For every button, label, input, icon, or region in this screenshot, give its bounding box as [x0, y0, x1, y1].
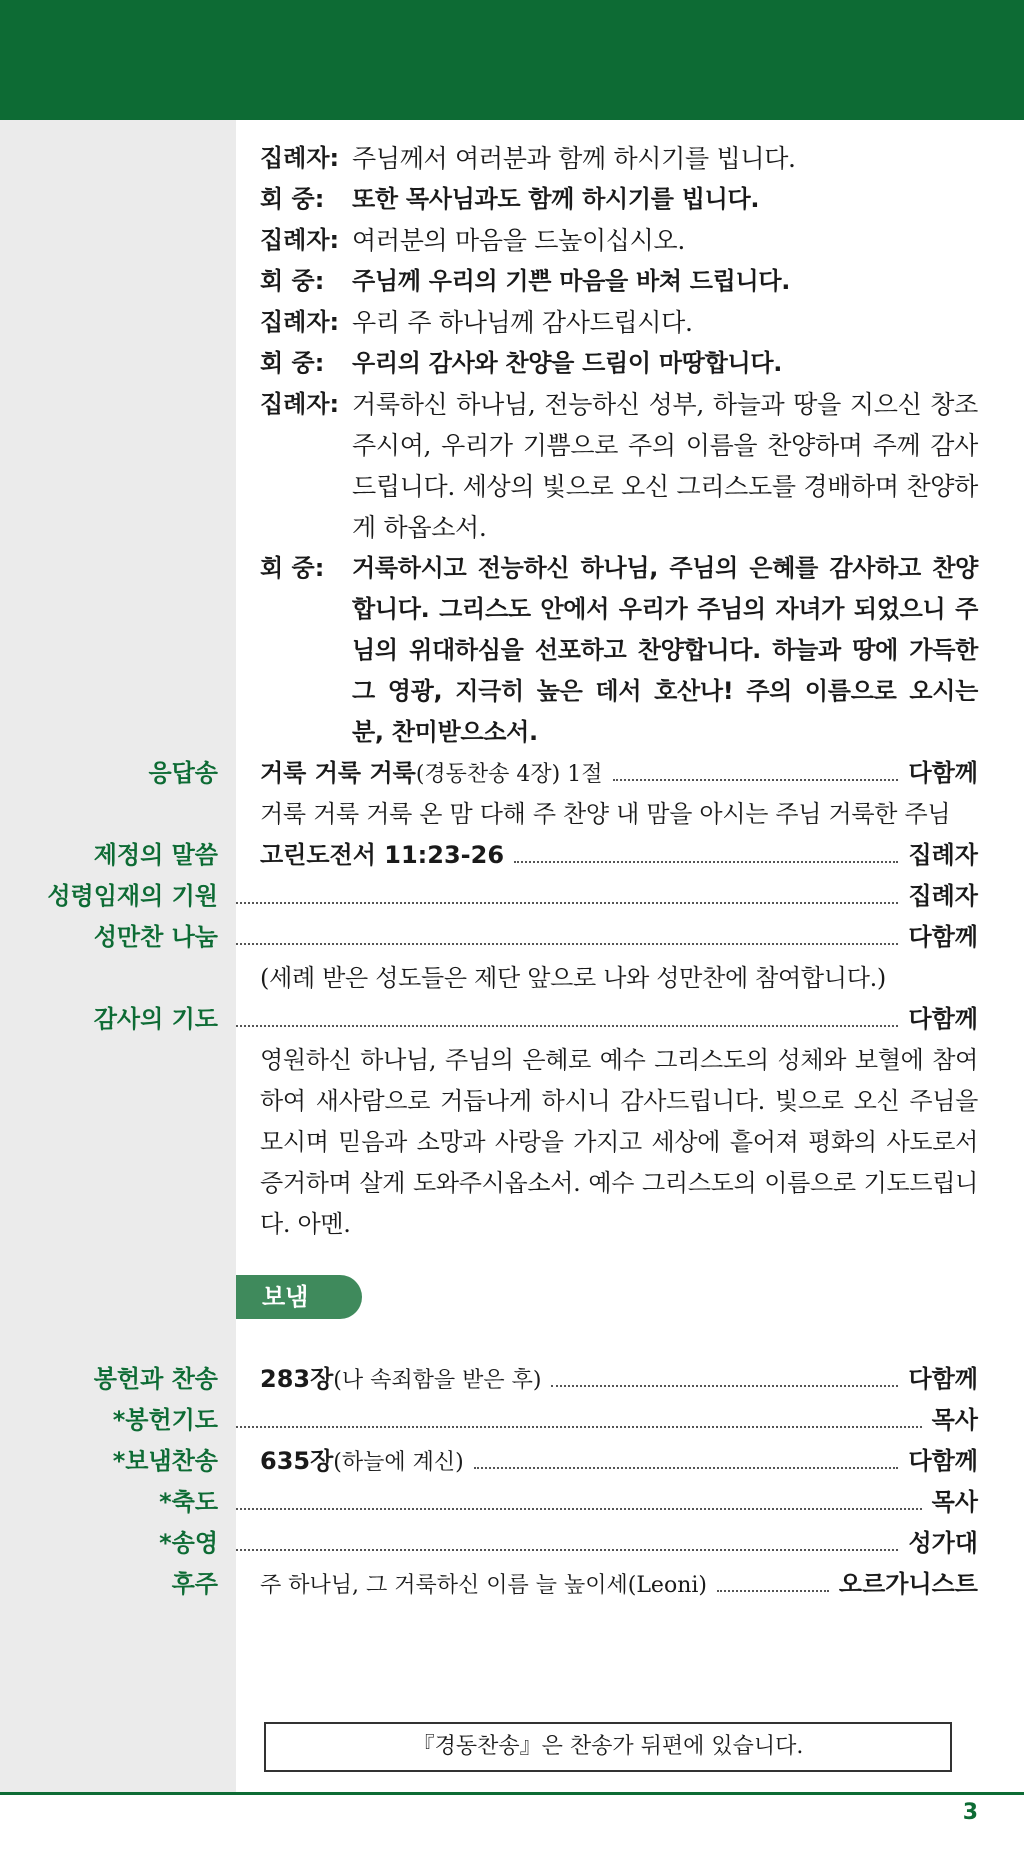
order-leader: 성가대 [908, 1529, 978, 1557]
dialogue-line [260, 302, 978, 343]
responsive-lyric: 거룩 거룩 거룩 온 맘 다해 주 찬양 내 맘을 아시는 주님 거룩한 주님 [260, 800, 951, 828]
dialogue-text: 거룩하신 하나님, 전능하신 성부, 하늘과 땅을 지으신 창조주시여, 우리가 기쁨으로 주의 이름을 찬양하며 주께 감사드립니다. 세상의 빛으로 오신 그리스도를 경배하며 찬양하게 하옵소서. [352, 390, 978, 542]
dialogue-speaker: 집례자: [260, 390, 340, 418]
order-row [159, 1482, 978, 1523]
communion-note: (세례 받은 성도들은 제단 앞으로 나와 성만찬에 참여합니다.) [260, 964, 886, 992]
order-label: 성령임재의 기원 [47, 882, 218, 910]
order-label: 제정의 말씀 [93, 841, 218, 869]
order-row [93, 917, 978, 958]
order-row [112, 1441, 978, 1482]
dialogue-line [260, 548, 978, 753]
leader-dots [236, 1426, 922, 1428]
order-title: 거룩 거룩 거룩 [260, 759, 416, 787]
order-label: *보냄찬송 [112, 1447, 218, 1475]
dialogue-text: 거룩하시고 전능하신 하나님, 주님의 은혜를 감사하고 찬양합니다. 그리스도 안에서 우리가 주님의 자녀가 되었으니 주님의 위대하심을 선포하고 찬양합니다. 하늘과 땅에 가득한 그 영광, 지극히 높은 데서 호산나! 주의 이름으로 오시는 분, 찬미받으소서. [352, 554, 978, 746]
thanks-prayer: 영원하신 하나님, 주님의 은혜로 예수 그리스도의 성체와 보혈에 참여하여 새사람으로 거듭나게 하시니 감사드립니다. 빛으로 오신 주님을 모시며 믿음과 소망과 사랑을 가지고 세상에 흩어져 평화의 사도로서 증거하며 살게 도와주시옵소서. 예수 그리스도의 이름으로 기도드립니다. 아멘. [260, 1046, 978, 1238]
order-row [93, 999, 978, 1040]
leader-dots [236, 1508, 922, 1510]
dialogue-text: 주님께서 여러분과 함께 하시기를 빕니다. [352, 144, 796, 173]
order-row [159, 1523, 978, 1564]
order-leader: 목사 [931, 1406, 978, 1434]
order-label: 후주 [171, 1570, 218, 1598]
dialogue-speaker: 집례자: [260, 144, 340, 172]
page-number: 3 [962, 1800, 978, 1825]
dialogue-text: 우리의 감사와 찬양을 드림이 마땅합니다. [352, 349, 783, 377]
dialogue-speaker: 회 중: [260, 349, 325, 377]
dialogue-speaker: 회 중: [260, 267, 325, 295]
header-band [0, 0, 1024, 120]
order-subtitle: (하늘에 계신) [333, 1450, 464, 1475]
order-leader: 다함께 [908, 923, 978, 951]
dialogue-speaker: 회 중: [260, 554, 325, 582]
section-spacer [260, 1319, 978, 1359]
order-label: 봉헌과 찬송 [93, 1365, 218, 1393]
order-label: *봉헌기도 [112, 1406, 218, 1434]
dialogue-line [260, 138, 978, 179]
liturgy-dialogue [260, 138, 978, 753]
order-row [93, 1359, 978, 1400]
order-row [93, 835, 978, 876]
leader-dots [236, 902, 898, 904]
order-of-service-3 [93, 999, 978, 1040]
section-tab-sending: 보냄 [236, 1275, 362, 1319]
order-leader: 다함께 [908, 759, 978, 787]
order-subtitle: (경동찬송 4장) 1절 [415, 762, 603, 787]
leader-dots [236, 1549, 898, 1551]
order-row [47, 876, 978, 917]
order-label: *송영 [159, 1529, 218, 1557]
order-subtitle: 주 하나님, 그 거룩하신 이름 늘 높이세(Leoni) [260, 1573, 707, 1598]
leader-dots [613, 779, 899, 781]
leader-dots [236, 1025, 898, 1027]
leader-dots [474, 1467, 899, 1469]
order-row [112, 1400, 978, 1441]
leader-dots [236, 943, 898, 945]
footer-rule [0, 1792, 1024, 1795]
order-title: 고린도전서 11:23-26 [260, 841, 505, 869]
order-row [148, 753, 978, 794]
order-leader: 다함께 [908, 1005, 978, 1033]
dialogue-line [260, 384, 978, 548]
order-label: 감사의 기도 [93, 1005, 218, 1033]
order-row [171, 1564, 978, 1605]
order-title: 283장 [260, 1365, 334, 1393]
dialogue-speaker: 회 중: [260, 185, 325, 213]
dialogue-line [260, 343, 978, 384]
dialogue-speaker: 집례자: [260, 308, 340, 336]
dialogue-line [260, 220, 978, 261]
order-subtitle: (나 속죄함을 받은 후) [333, 1368, 542, 1393]
dialogue-line [260, 179, 978, 220]
order-leader: 집례자 [908, 841, 978, 869]
order-title: 635장 [260, 1447, 334, 1475]
order-leader: 오르가니스트 [838, 1570, 978, 1598]
order-of-service-2 [47, 835, 978, 958]
order-label: 응답송 [148, 759, 218, 787]
order-leader: 집례자 [908, 882, 978, 910]
dialogue-line [260, 261, 978, 302]
leader-dots [717, 1590, 829, 1592]
dialogue-text: 주님께 우리의 기쁜 마음을 바쳐 드립니다. [352, 267, 791, 295]
leader-dots [551, 1385, 898, 1387]
hymnal-note-box: 『경동찬송』은 찬송가 뒤편에 있습니다. [264, 1722, 952, 1772]
order-leader: 다함께 [908, 1365, 978, 1393]
dialogue-text: 또한 목사님과도 함께 하시기를 빕니다. [352, 185, 760, 213]
order-of-service-4 [93, 1359, 978, 1605]
order-of-service-1 [148, 753, 978, 794]
order-leader: 다함께 [908, 1447, 978, 1475]
order-leader: 목사 [931, 1488, 978, 1516]
dialogue-text: 여러분의 마음을 드높이십시오. [352, 226, 685, 255]
dialogue-speaker: 집례자: [260, 226, 340, 254]
order-label: *축도 [159, 1488, 218, 1516]
liturgy-content [47, 138, 978, 1605]
dialogue-text: 우리 주 하나님께 감사드립시다. [352, 308, 693, 337]
leader-dots [514, 861, 898, 863]
order-label: 성만찬 나눔 [93, 923, 218, 951]
